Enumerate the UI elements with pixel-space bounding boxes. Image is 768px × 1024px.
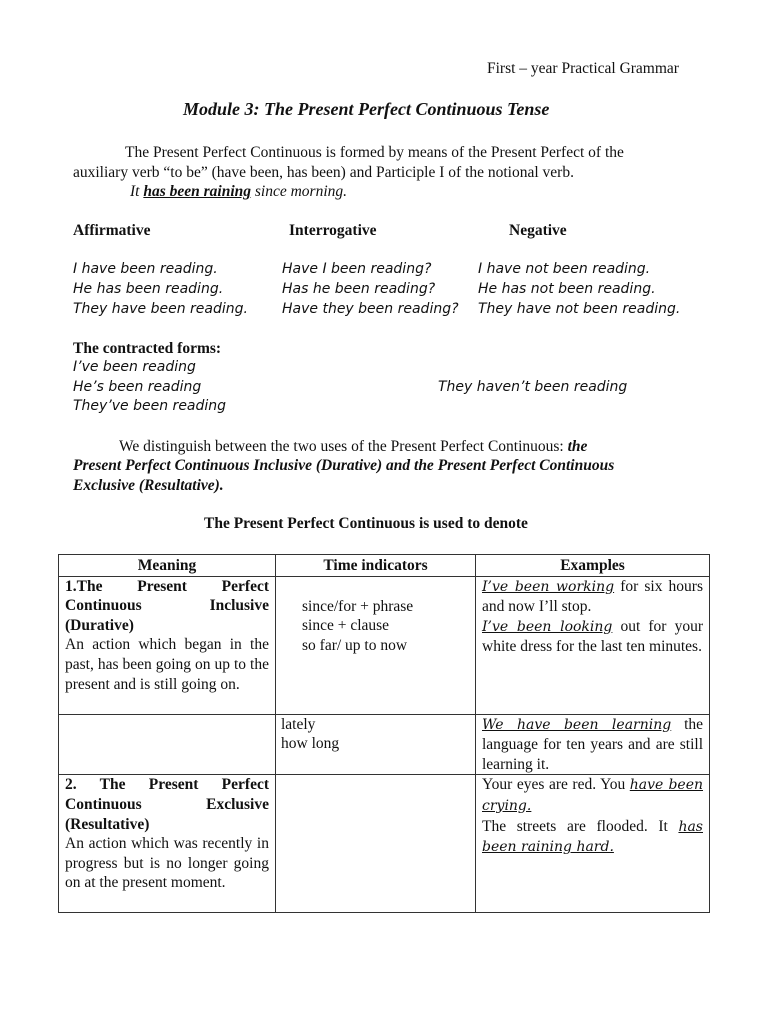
intro-line-1: The Present Perfect Continuous is formed by means of the Present Perfect of the — [125, 144, 624, 161]
row3-meaning-line2: Continuous Exclusive — [65, 795, 269, 813]
table-row — [59, 714, 710, 775]
col-header-examples: Examples — [476, 555, 710, 577]
contracted-2: He’s been reading — [73, 379, 202, 395]
row3-example-1-verb: have been crying. — [482, 777, 703, 814]
row2-time — [276, 714, 476, 775]
row1-example-2-rest: out for your white dress for the last ten minutes. — [482, 617, 703, 656]
distinguish-line-1 — [119, 438, 587, 456]
contracted-heading: The contracted forms: — [73, 340, 222, 357]
row1-time — [276, 576, 476, 714]
col-header-time: Time indicators — [276, 555, 476, 577]
negative-2: He has not been reading. — [478, 281, 656, 297]
course-header: First – year Practical Grammar — [487, 60, 679, 77]
row3-examples — [476, 775, 710, 913]
table-row — [59, 576, 710, 714]
affirmative-1: I have been reading. — [73, 261, 218, 277]
header-negative: Negative — [509, 222, 567, 239]
row1-meaning-line2: Continuous Inclusive — [65, 597, 269, 615]
distinguish-plain: We distinguish between the two uses of the Present Perfect Continuous: — [119, 438, 568, 455]
distinguish-line-2: Present Perfect Continuous Inclusive (Durative) and the Present Perfect Continuous — [73, 457, 615, 474]
interrogative-2: Has he been reading? — [282, 281, 436, 297]
intro-example-post: since morning. — [251, 183, 348, 200]
row3-example-2-pre: The streets are flooded. It — [482, 817, 679, 835]
row1-time-2: since + clause — [302, 617, 390, 635]
table-caption: The Present Perfect Continuous is used to denote — [204, 515, 528, 532]
row1-examples — [476, 576, 710, 714]
intro-line-2: auxiliary verb “to be” (have been, has been) and Participle I of the notional verb. — [73, 164, 574, 181]
row1-time-3: so far/ up to now — [302, 636, 408, 654]
table-header-row — [59, 555, 710, 577]
usage-table — [58, 554, 710, 913]
row3-example-2 — [482, 817, 703, 858]
row3-example-1 — [482, 775, 703, 816]
row3-example-1-pre: Your eyes are red. You — [482, 776, 630, 794]
contracted-3: They’ve been reading — [73, 398, 227, 414]
row1-meaning-line1: 1.The Present Perfect — [65, 577, 269, 595]
row2-example-rest: the language for ten years and are still learning it. — [482, 715, 704, 773]
row1-example-2 — [482, 617, 703, 657]
row3-meaning-line3: (Resultative) — [65, 815, 150, 833]
affirmative-3: They have been reading. — [73, 301, 248, 317]
row1-example-1-verb: I’ve been working — [482, 578, 615, 595]
distinguish-bold-1: the — [567, 438, 588, 455]
intro-example — [130, 183, 347, 201]
row2-time-2: how long — [281, 735, 340, 753]
contracted-negative: They haven’t been reading — [438, 379, 628, 395]
interrogative-1: Have I been reading? — [282, 261, 432, 277]
row2-time-1: lately — [281, 715, 316, 733]
row1-time-1: since/for + phrase — [302, 597, 414, 615]
row2-examples — [476, 714, 710, 775]
intro-example-pre: It — [130, 183, 144, 200]
row3-meaning-line1: 2. The Present Perfect — [65, 776, 269, 794]
row3-meaning-desc: An action which was recently in progress but is no longer going on at the present moment. — [65, 835, 269, 892]
distinguish-line-3: Exclusive (Resultative). — [73, 477, 224, 494]
row3-meaning — [59, 775, 276, 913]
row1-example-2-verb: I’ve been looking — [482, 618, 613, 635]
row2-example-verb: We have been learning — [482, 716, 672, 733]
row1-example-1 — [482, 577, 703, 617]
row3-time — [276, 775, 476, 913]
row1-meaning-desc: An action which began in the past, has been going on up to the present and is still going on. — [65, 636, 269, 693]
table-row — [59, 775, 710, 913]
row1-meaning — [59, 576, 276, 714]
row2-meaning — [59, 714, 276, 775]
intro-example-bold: has been raining — [143, 183, 252, 200]
page-title: Module 3: The Present Perfect Continuous Tense — [183, 99, 550, 119]
negative-3: They have not been reading. — [478, 301, 681, 317]
header-interrogative: Interrogative — [289, 222, 377, 239]
header-affirmative: Affirmative — [73, 222, 151, 239]
col-header-meaning: Meaning — [59, 555, 276, 577]
row1-meaning-line3: (Durative) — [65, 616, 134, 634]
negative-1: I have not been reading. — [478, 261, 651, 277]
interrogative-3: Have they been reading? — [282, 301, 459, 317]
affirmative-2: He has been reading. — [73, 281, 224, 297]
contracted-1: I’ve been reading — [73, 359, 196, 375]
row3-example-2-verb: has been raining hard. — [482, 818, 703, 856]
row1-example-1-rest: for six hours and now I’ll stop. — [482, 577, 703, 616]
